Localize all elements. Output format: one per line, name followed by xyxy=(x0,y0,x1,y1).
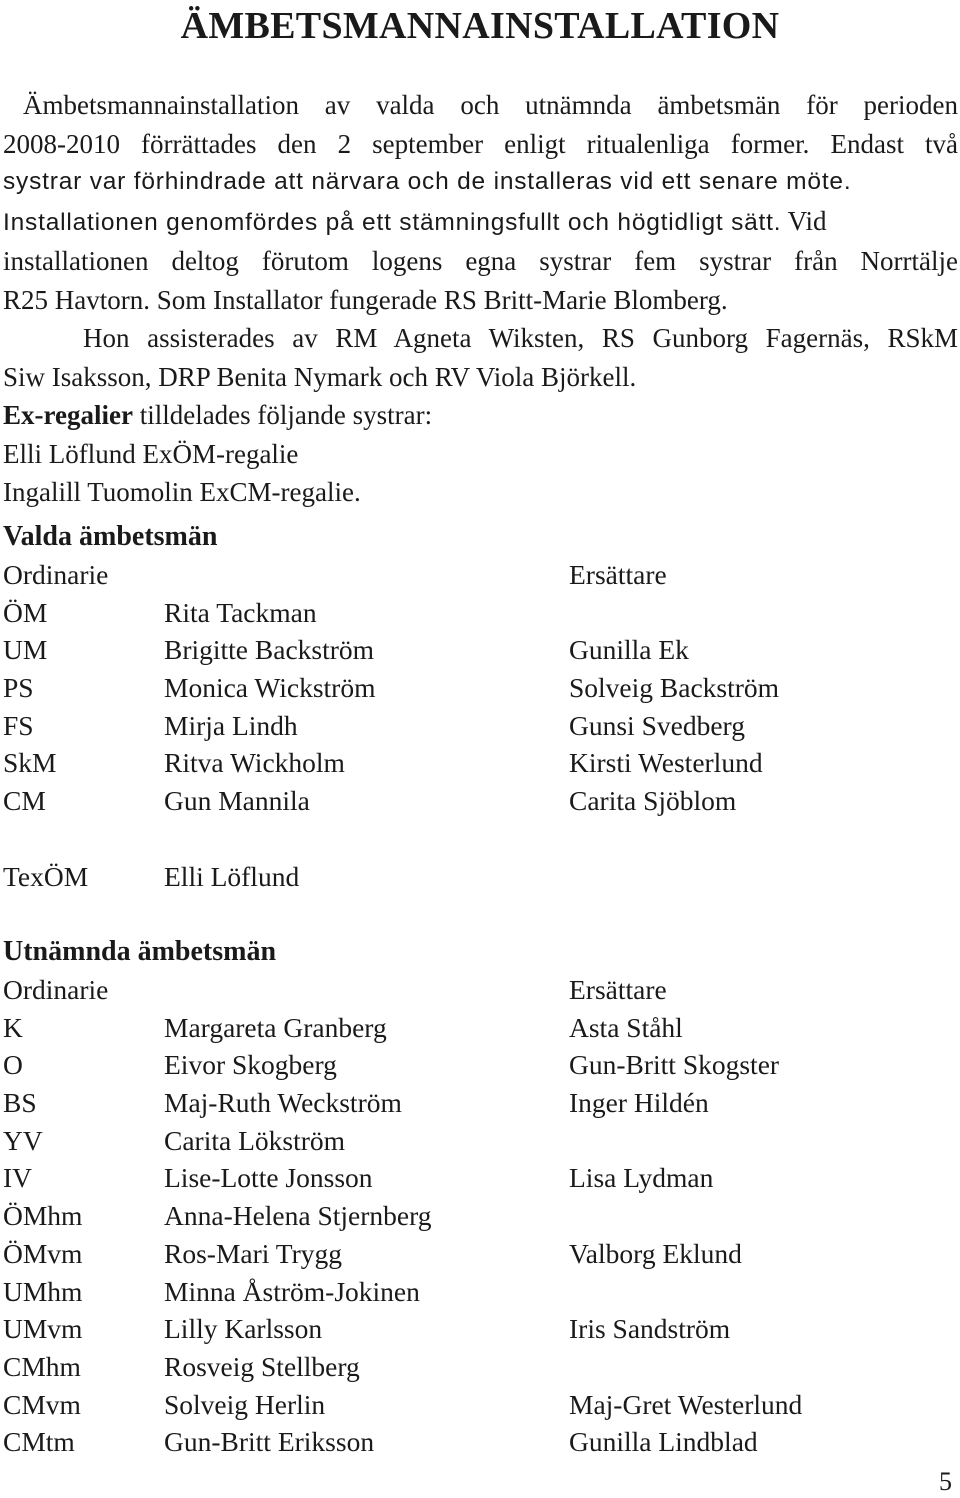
regalie-item: Elli Löflund ExÖM-regalie xyxy=(3,438,299,469)
col-ersattare: Ersättare xyxy=(569,559,667,590)
substitute-name: Iris Sandström xyxy=(569,1313,731,1345)
office: O xyxy=(3,1049,23,1081)
officer-name: Mirja Lindh xyxy=(164,709,298,741)
intro-line xyxy=(3,202,958,243)
valda-roster xyxy=(3,556,943,895)
exregalier-text: tilldelades följande systrar: xyxy=(132,400,433,430)
substitute-name: Maj-Gret Westerlund xyxy=(569,1388,803,1420)
intro-line: R25 Havtorn. Som Installator fungerade RS Britt-Marie Blomberg. xyxy=(3,284,728,315)
substitute-name: Solveig Backström xyxy=(569,672,780,704)
officer-name: Rita Tackman xyxy=(164,596,317,628)
roster-row xyxy=(3,1159,943,1197)
officer-name: Eivor Skogberg xyxy=(164,1049,337,1081)
officer-name: Monica Wickström xyxy=(164,672,376,704)
page-number: 5 xyxy=(939,1467,952,1496)
office: UM xyxy=(3,634,48,666)
office: UMhm xyxy=(3,1275,83,1307)
substitute-name: Gunsi Svedberg xyxy=(569,709,745,741)
utnamnda-roster xyxy=(3,971,943,1461)
roster-row xyxy=(3,1348,943,1386)
roster-row xyxy=(3,1235,943,1273)
exregalier-label: Ex-regalier xyxy=(3,400,133,430)
substitute-name: Inger Hildén xyxy=(569,1087,709,1119)
officer-name: Minna Åström-Jokinen xyxy=(164,1275,420,1307)
officer-name: Carita Lökström xyxy=(164,1124,346,1156)
office: CMhm xyxy=(3,1350,81,1382)
office: CMvm xyxy=(3,1388,81,1420)
roster-row xyxy=(3,1122,943,1160)
officer-name: Lilly Karlsson xyxy=(164,1313,323,1345)
roster-header-row xyxy=(3,556,943,594)
intro-line-tail: Vid xyxy=(787,205,827,236)
officer-name: Gun-Britt Eriksson xyxy=(164,1426,375,1458)
roster-row xyxy=(3,782,943,820)
col-ersattare: Ersättare xyxy=(569,974,667,1005)
office: PS xyxy=(3,672,34,704)
office: SkM xyxy=(3,747,57,779)
office: UMvm xyxy=(3,1313,83,1345)
substitute-name: Asta Ståhl xyxy=(569,1011,683,1043)
roster-row xyxy=(3,594,943,632)
intro-line: systrar var förhindrade att närvara och de installeras vid ett senare möte. xyxy=(3,168,852,195)
officer-name: Elli Löflund xyxy=(164,860,300,892)
office: YV xyxy=(3,1124,43,1156)
roster-row xyxy=(3,1273,943,1311)
office: FS xyxy=(3,709,34,741)
roster-row xyxy=(3,707,943,745)
office: ÖMvm xyxy=(3,1237,83,1269)
roster-row xyxy=(3,1310,943,1348)
officer-name: Ritva Wickholm xyxy=(164,747,345,779)
intro-line: 2008-2010 förrättades den 2 september enligt ritualenliga former. Endast två xyxy=(3,128,958,159)
intro-line: Ämbetsmannainstallation av valda och utnämnda ämbetsmän för perioden xyxy=(23,90,958,120)
page-title: ÄMBETSMANNAINSTALLATION xyxy=(180,5,780,47)
col-ordinarie: Ordinarie xyxy=(3,559,109,590)
roster-row xyxy=(3,858,943,896)
col-ordinarie: Ordinarie xyxy=(3,974,109,1005)
exregalier-line xyxy=(3,396,958,435)
intro-line: Hon assisterades av RM Agneta Wiksten, RS Gunborg Fagernäs, RSkM xyxy=(83,323,958,353)
roster-row xyxy=(3,1084,943,1122)
regalie-item: Ingalill Tuomolin ExCM-regalie. xyxy=(3,477,361,507)
officer-name: Maj-Ruth Weckström xyxy=(164,1087,402,1119)
office: TexÖM xyxy=(3,860,89,892)
roster-row xyxy=(3,1386,943,1424)
roster-header-row xyxy=(3,971,943,1009)
office: K xyxy=(3,1011,23,1043)
utnamnda-heading: Utnämnda ämbetsmän xyxy=(3,936,277,967)
substitute-name: Valborg Eklund xyxy=(569,1237,742,1269)
office: IV xyxy=(3,1162,33,1194)
roster-row xyxy=(3,1197,943,1235)
intro-line: Siw Isaksson, DRP Benita Nymark och RV Viola Björkell. xyxy=(3,361,637,392)
roster-row xyxy=(3,1423,943,1461)
intro-line-sans: Installationen genomfördes på ett stämningsfullt och högtidligt sätt. xyxy=(3,208,782,236)
substitute-name: Lisa Lydman xyxy=(569,1162,714,1194)
officer-name: Margareta Granberg xyxy=(164,1011,387,1043)
substitute-name: Gun-Britt Skogster xyxy=(569,1049,780,1081)
office: BS xyxy=(3,1087,37,1119)
intro-text xyxy=(3,86,958,512)
office: ÖM xyxy=(3,596,48,628)
officer-name: Brigitte Backström xyxy=(164,634,375,666)
officer-name: Anna-Helena Stjernberg xyxy=(164,1200,432,1232)
office: CMtm xyxy=(3,1426,75,1458)
roster-spacer xyxy=(3,820,943,858)
officer-name: Solveig Herlin xyxy=(164,1388,326,1420)
officer-name: Ros-Mari Trygg xyxy=(164,1237,343,1269)
officer-name: Gun Mannila xyxy=(164,785,310,817)
roster-row xyxy=(3,744,943,782)
substitute-name: Carita Sjöblom xyxy=(569,785,737,817)
office: ÖMhm xyxy=(3,1200,83,1232)
substitute-name: Gunilla Ek xyxy=(569,634,689,666)
roster-row xyxy=(3,1046,943,1084)
intro-line: installationen deltog förutom logens egna systrar fem systrar från Norrtälje xyxy=(3,246,958,276)
roster-row xyxy=(3,1009,943,1047)
office: CM xyxy=(3,785,46,817)
officer-name: Lise-Lotte Jonsson xyxy=(164,1162,373,1194)
substitute-name: Kirsti Westerlund xyxy=(569,747,763,779)
officer-name: Rosveig Stellberg xyxy=(164,1350,360,1382)
roster-row xyxy=(3,631,943,669)
roster-row xyxy=(3,669,943,707)
substitute-name: Gunilla Lindblad xyxy=(569,1426,758,1458)
valda-heading: Valda ämbetsmän xyxy=(3,521,218,552)
